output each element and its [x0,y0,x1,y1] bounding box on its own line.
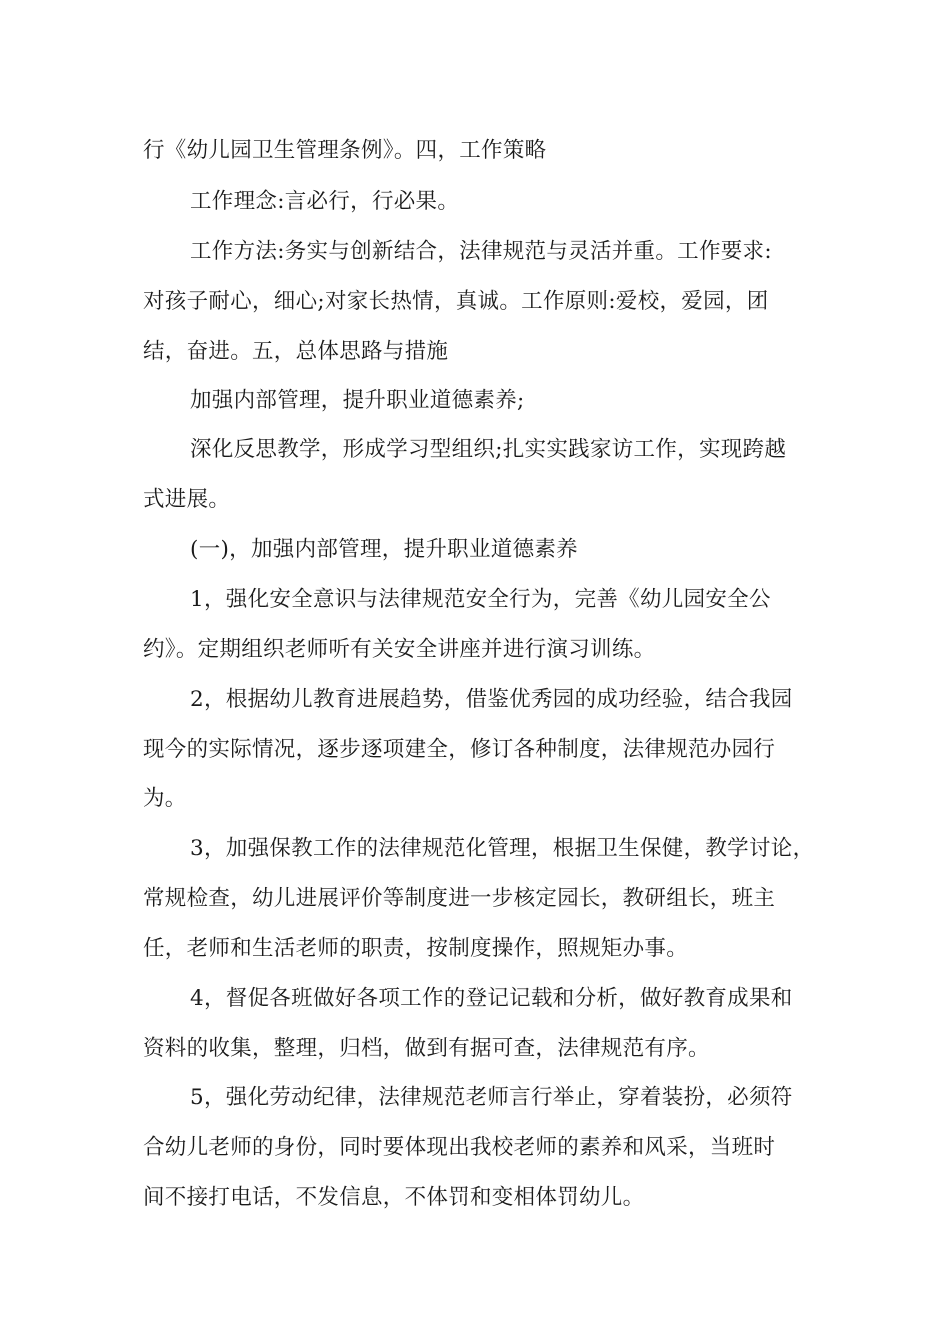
text-line: 工作理念:言必行，行必果。 [190,189,460,214]
text-line: 3，加强保教工作的法律规范化管理，根据卫生保健，教学讨论， [190,836,815,861]
text-line: 深化反思教学，形成学习型组织;扎实实践家访工作，实现跨越 [190,437,787,462]
text-line: 工作方法:务实与创新结合，法律规范与灵活并重。工作要求: [190,239,772,264]
text-line: 合幼儿老师的身份，同时要体现出我校老师的素养和风采，当班时 [143,1135,776,1160]
text-line: 间不接打电话，不发信息，不体罚和变相体罚幼儿。 [143,1185,645,1210]
text-line: 现今的实际情况，逐步逐项建全，修订各种制度，法律规范办园行 [143,737,776,762]
text-line: 2，根据幼儿教育进展趋势，借鉴优秀园的成功经验，结合我园 [190,687,793,712]
text-line: 加强内部管理，提升职业道德素养; [190,388,525,413]
text-line: 4，督促各班做好各项工作的登记记载和分析，做好教育成果和 [190,986,793,1011]
text-line: 式进展。 [143,487,231,512]
text-line: 结，奋进。五，总体思路与措施 [143,339,449,364]
text-line: (一)，加强内部管理，提升职业道德素养 [190,537,578,562]
text-line: 1，强化安全意识与法律规范安全行为，完善《幼儿园安全公 [190,587,771,612]
text-line: 行《幼儿园卫生管理条例》。四，工作策略 [143,138,547,163]
text-line: 对孩子耐心，细心;对家长热情，真诚。工作原则:爱校，爱园，团 [143,289,769,314]
text-line: 约》。定期组织老师听有关安全讲座并进行演习训练。 [143,637,656,662]
text-line: 资料的收集，整理，归档，做到有据可查，法律规范有序。 [143,1036,710,1061]
text-line: 5，强化劳动纪律，法律规范老师言行举止，穿着装扮，必须符 [190,1085,793,1110]
text-line: 为。 [143,786,187,811]
text-line: 常规检查，幼儿进展评价等制度进一步核定园长，教研组长，班主 [143,886,776,911]
text-line: 任，老师和生活老师的职责，按制度操作，照规矩办事。 [143,936,689,961]
